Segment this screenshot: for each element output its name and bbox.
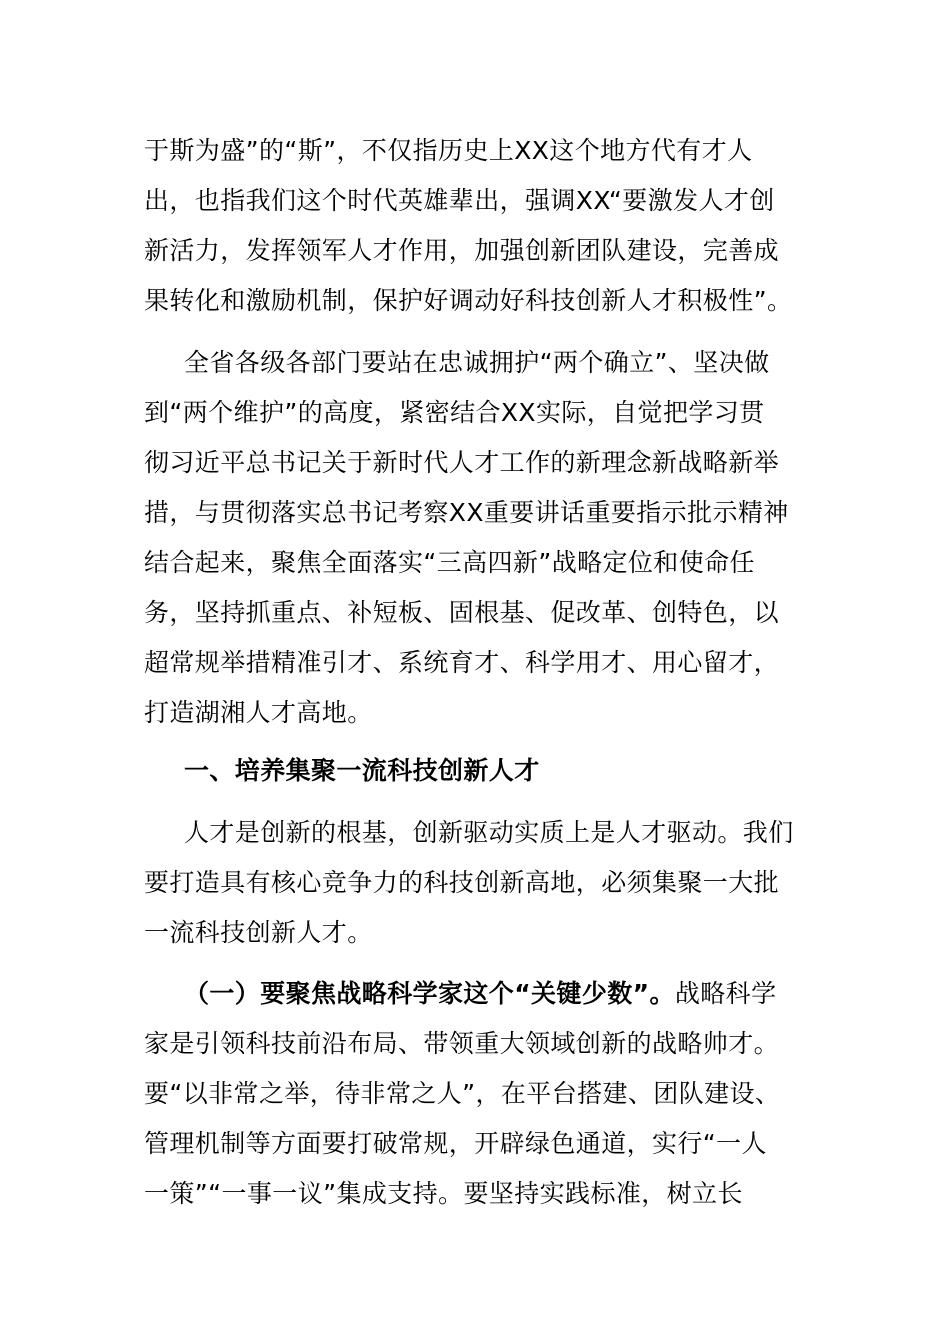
paragraph-4-line-5: 一策”“一事一议”集成支持。要坚持实践标准，树立长 [144, 1179, 743, 1208]
paragraph-2-line-3: 彻习近平总书记关于新时代人才工作的新理念新战略新举 [144, 448, 780, 477]
paragraph-1-line-1: 于斯为盛”的“斯”，不仅指历史上XX这个地方代有才人 [144, 136, 753, 165]
paragraph-2-line-2: 到“两个维护”的高度，紧密结合XX实际，自觉把学习贯 [144, 398, 765, 427]
paragraph-2-line-8: 打造湖湘人才高地。 [144, 698, 373, 727]
paragraph-3 [144, 808, 814, 958]
paragraph-1 [144, 126, 814, 326]
paragraph-2-line-1: 全省各级各部门要站在忠诚拥护“两个确立”、坚决做 [184, 348, 770, 377]
paragraph-2-line-5: 结合起来，聚焦全面落实“三高四新”战略定位和使命任 [144, 548, 755, 577]
paragraph-1-line-3: 新活力，发挥领军人才作用，加强创新团队建设，完善成 [144, 236, 780, 265]
paragraph-1-line-4: 果转化和激励机制，保护好调动好科技创新人才积极性”。 [144, 286, 793, 315]
paragraph-4-line-4: 管理机制等方面要打破常规，开辟绿色通道，实行“一人 [144, 1129, 767, 1158]
section-heading-1 [144, 746, 814, 796]
paragraph-3-line-3: 一流科技创新人才。 [144, 918, 373, 947]
paragraph-2-line-6: 务，坚持抓重点、补短板、固根基、促改革、创特色，以 [144, 598, 780, 627]
paragraph-3-line-1: 人才是创新的根基，创新驱动实质上是人才驱动。我们 [184, 818, 794, 847]
paragraph-4 [144, 969, 814, 1219]
paragraph-2 [144, 338, 814, 738]
paragraph-1-line-2: 出，也指我们这个时代英雄辈出，强调XX“要激发人才创 [144, 186, 775, 215]
paragraph-4-line-3: 要“以非常之举，待非常之人”，在平台搭建、团队建设、 [144, 1079, 781, 1108]
paragraph-2-line-4: 措，与贯彻落实总书记考察XX重要讲话重要指示批示精神 [144, 498, 789, 527]
paragraph-4-line-2: 家是引领科技前沿布局、带领重大领域创新的战略帅才。 [144, 1029, 780, 1058]
paragraph-2-line-7: 超常规举措精准引才、系统育才、科学用才、用心留才， [144, 648, 780, 677]
section-heading-1-text: 一、培养集聚一流科技创新人才 [184, 756, 540, 785]
paragraph-4-line-1-rest: 战略科学 [674, 979, 777, 1008]
paragraph-4-line-1 [144, 969, 814, 1019]
paragraph-3-line-2: 要打造具有核心竞争力的科技创新高地，必须集聚一大批 [144, 868, 780, 897]
paragraph-4-bold-lead: （一）要聚焦战略科学家这个“关键少数”。 [184, 979, 675, 1008]
